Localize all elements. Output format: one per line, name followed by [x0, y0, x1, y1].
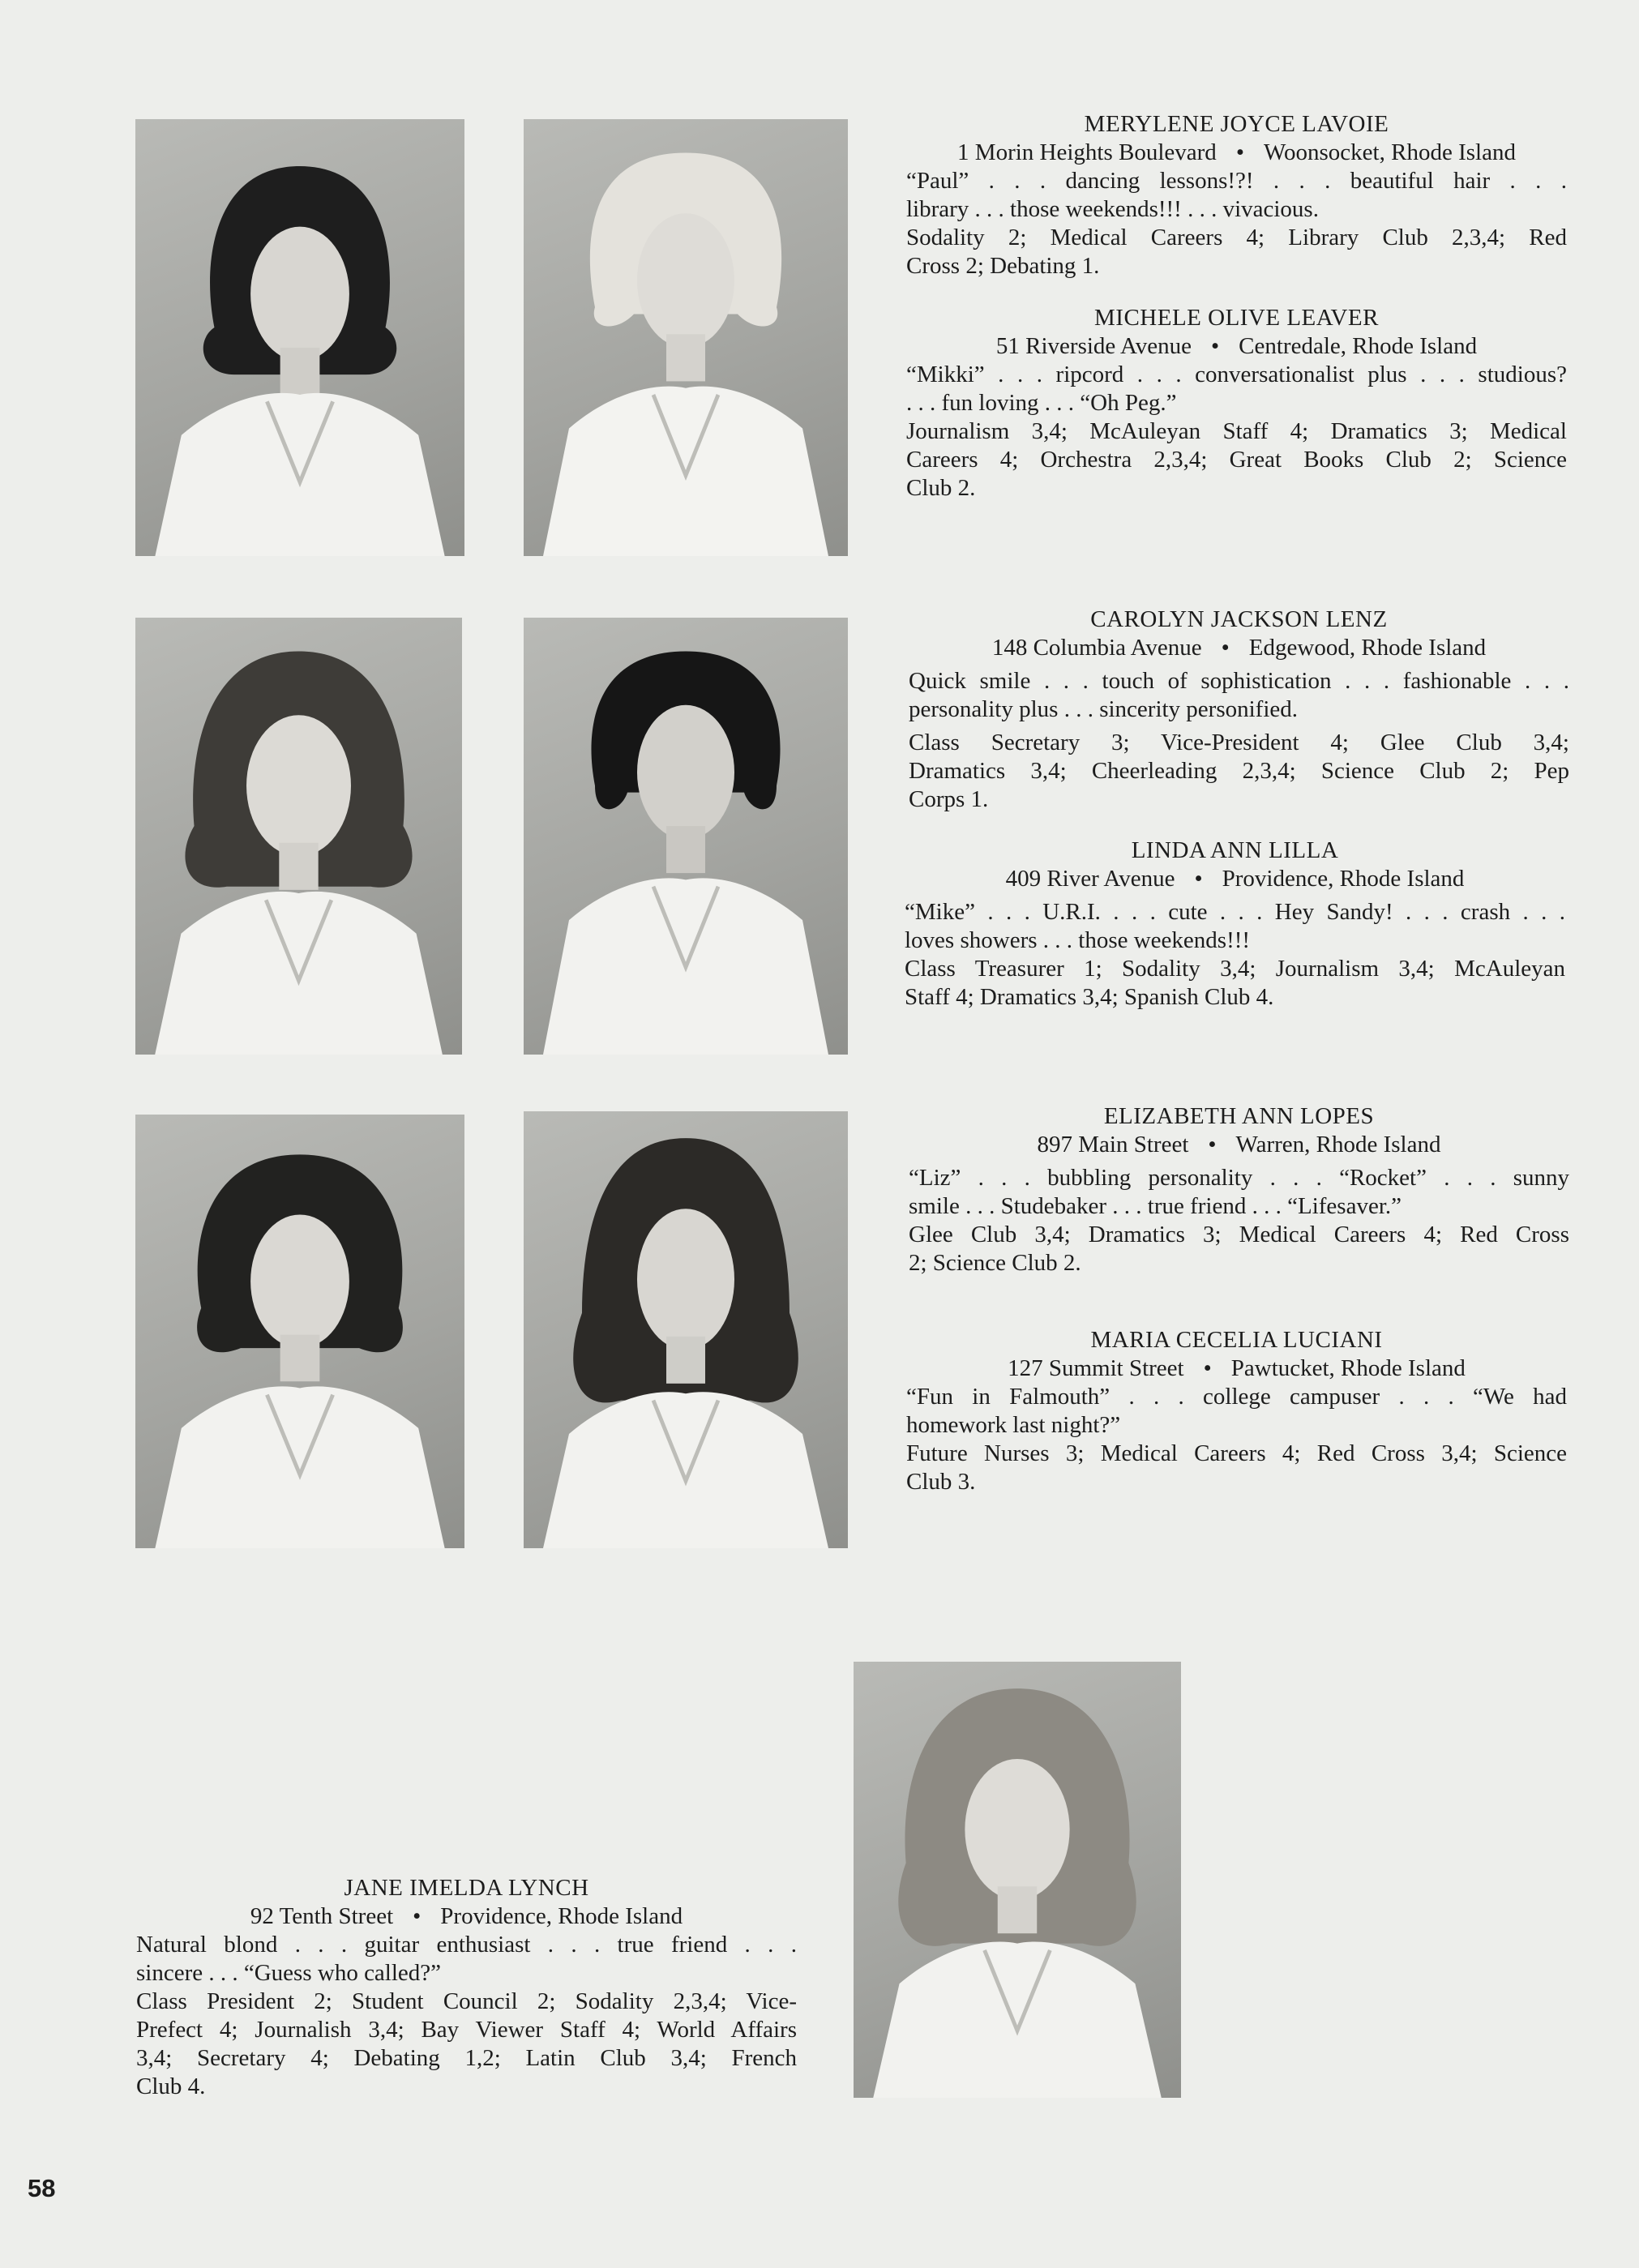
- entry-line: Club 3.: [906, 1469, 976, 1495]
- entry-line: Careers 4; Orchestra 2,3,4; Great Books Club 2; Science: [906, 447, 1567, 473]
- city-state: Warren, Rhode Island: [1235, 1132, 1441, 1158]
- portrait-photo-lenz: [135, 618, 462, 1055]
- entry-line: “Paul” . . . dancing lessons!?! . . . beautiful hair . . .: [906, 168, 1567, 194]
- entry-line: Journalism 3,4; McAuleyan Staff 4; Dramatics 3; Medical: [906, 418, 1567, 444]
- student-name: LINDA ANN LILLA: [1131, 837, 1339, 863]
- entry-line: Glee Club 3,4; Dramatics 3; Medical Careers 4; Red Cross: [909, 1222, 1569, 1247]
- entry-line: Prefect 4; Journalish 3,4; Bay Viewer Staff 4; World Affairs: [136, 2017, 797, 2043]
- bullet-separator: •: [1235, 139, 1244, 165]
- entry-line: “Liz” . . . bubbling personality . . . “Rocket” . . . sunny: [909, 1165, 1569, 1191]
- student-name: CAROLYN JACKSON LENZ: [1090, 606, 1388, 632]
- entry-line: Natural blond . . . guitar enthusiast . . . true friend . . .: [136, 1932, 797, 1958]
- senior-entry-lopes: [909, 1102, 1569, 1277]
- bullet-separator: •: [1208, 1132, 1217, 1158]
- entry-line: “Mikki” . . . ripcord . . . conversationalist plus . . . studious?: [906, 362, 1567, 387]
- city-state: Woonsocket, Rhode Island: [1263, 139, 1516, 165]
- entry-line: sincere . . . “Guess who called?”: [136, 1960, 442, 1986]
- entry-line: loves showers . . . those weekends!!!: [905, 927, 1251, 953]
- home-address: [906, 1354, 1567, 1383]
- entry-line: personality plus . . . sincerity personified.: [909, 696, 1299, 722]
- entry-line: Class Secretary 3; Vice-President 4; Glee Club 3,4;: [909, 730, 1569, 755]
- city-state: Centredale, Rhode Island: [1239, 333, 1478, 359]
- street-address: 1 Morin Heights Boulevard: [957, 139, 1217, 165]
- portrait-photo-lopes: [135, 1115, 464, 1548]
- entry-line: . . . fun loving . . . “Oh Peg.”: [906, 390, 1177, 416]
- senior-entry-lenz: [909, 606, 1569, 814]
- senior-entry-leaver: [906, 304, 1567, 503]
- entry-line: “Fun in Falmouth” . . . college campuser . . . “We had: [906, 1384, 1567, 1410]
- city-state: Edgewood, Rhode Island: [1248, 635, 1487, 661]
- entry-line: library . . . those weekends!!! . . . vivacious.: [906, 196, 1319, 222]
- city-state: Providence, Rhode Island: [440, 1903, 683, 1929]
- city-state: Pawtucket, Rhode Island: [1230, 1355, 1466, 1381]
- street-address: 51 Riverside Avenue: [995, 333, 1192, 359]
- city-state: Providence, Rhode Island: [1222, 866, 1465, 892]
- entry-line: Class Treasurer 1; Sodality 3,4; Journalism 3,4; McAuleyan: [905, 956, 1565, 982]
- portrait-photo-leaver: [524, 119, 848, 556]
- entry-line: homework last night?”: [906, 1412, 1121, 1438]
- entry-line: Quick smile . . . touch of sophistication . . . fashionable . . .: [909, 668, 1569, 694]
- student-name: MERYLENE JOYCE LAVOIE: [1084, 111, 1389, 137]
- student-name: MICHELE OLIVE LEAVER: [1094, 305, 1379, 331]
- portrait-photo-lavoie: [135, 119, 464, 556]
- entry-line: Dramatics 3,4; Cheerleading 2,3,4; Science Club 2; Pep: [909, 758, 1569, 784]
- home-address: [136, 1902, 797, 1931]
- street-address: 148 Columbia Avenue: [991, 635, 1202, 661]
- entry-line: 2; Science Club 2.: [909, 1250, 1081, 1276]
- entry-line: Corps 1.: [909, 786, 989, 812]
- student-name: ELIZABETH ANN LOPES: [1103, 1103, 1375, 1129]
- entry-line: Future Nurses 3; Medical Careers 4; Red Cross 3,4; Science: [906, 1440, 1567, 1466]
- home-address: [909, 634, 1569, 662]
- bullet-separator: •: [413, 1903, 422, 1929]
- bullet-separator: •: [1221, 635, 1230, 661]
- street-address: 897 Main Street: [1037, 1132, 1189, 1158]
- street-address: 92 Tenth Street: [250, 1903, 394, 1929]
- entry-line: Class President 2; Student Council 2; Sodality 2,3,4; Vice-: [136, 1988, 797, 2014]
- senior-entry-lilla: [905, 837, 1565, 1012]
- bullet-separator: •: [1194, 866, 1203, 892]
- entry-line: “Mike” . . . U.R.I. . . . cute . . . Hey Sandy! . . . crash . . .: [905, 899, 1565, 925]
- senior-entry-lavoie: [906, 110, 1567, 280]
- senior-entry-lynch: [136, 1874, 797, 2101]
- entry-line: 3,4; Secretary 4; Debating 1,2; Latin Club 3,4; French: [136, 2045, 797, 2071]
- student-name: MARIA CECELIA LUCIANI: [1090, 1327, 1383, 1353]
- portrait-photo-lynch: [854, 1662, 1181, 2098]
- street-address: 409 River Avenue: [1005, 866, 1175, 892]
- bullet-separator: •: [1203, 1355, 1212, 1381]
- entry-line: Club 4.: [136, 2073, 206, 2099]
- student-name: JANE IMELDA LYNCH: [344, 1875, 589, 1901]
- home-address: [909, 1131, 1569, 1159]
- home-address: [906, 332, 1567, 361]
- page-number: 58: [28, 2174, 56, 2202]
- home-address: [906, 139, 1567, 167]
- street-address: 127 Summit Street: [1008, 1355, 1184, 1381]
- bullet-separator: •: [1210, 333, 1220, 359]
- portrait-photo-lilla: [524, 618, 848, 1055]
- entry-line: Staff 4; Dramatics 3,4; Spanish Club 4.: [905, 984, 1274, 1010]
- home-address: [905, 865, 1565, 893]
- entry-line: smile . . . Studebaker . . . true friend . . . “Lifesaver.”: [909, 1193, 1401, 1219]
- entry-line: Sodality 2; Medical Careers 4; Library Club 2,3,4; Red: [906, 225, 1567, 250]
- portrait-photo-luciani: [524, 1111, 848, 1548]
- senior-entry-luciani: [906, 1326, 1567, 1496]
- entry-line: Cross 2; Debating 1.: [906, 253, 1100, 279]
- entry-line: Club 2.: [906, 475, 976, 501]
